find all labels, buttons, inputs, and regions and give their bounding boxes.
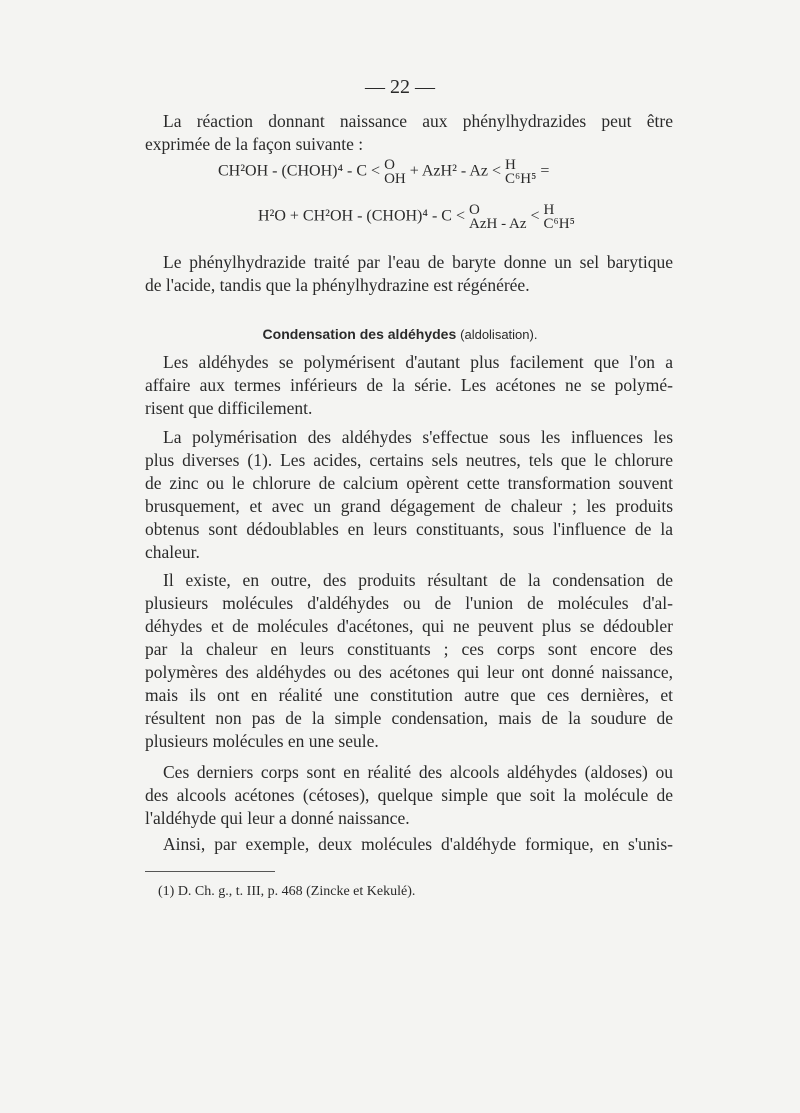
paragraph-5 — [145, 761, 673, 830]
formula-branch-bottom: AzH - Az — [469, 216, 527, 232]
text-line: déhydes et de molécules d'acétones, qui ne peuvent plus se dédoubler — [145, 616, 673, 636]
formula-part: + AzH² - Az — [409, 162, 488, 180]
intro-paragraph — [145, 110, 673, 156]
text-line: l'aldéhyde qui leur a donné naissance. — [145, 808, 410, 828]
formula-branch — [469, 203, 526, 231]
formula-part: H²O + CH²OH - (CHOH)⁴ - C — [258, 207, 452, 225]
text-line: polymères des aldéhydes ou des acétones qui leur ont donné naissance, — [145, 662, 673, 682]
paragraph-3 — [145, 426, 673, 564]
less-than-sign: < — [530, 207, 540, 225]
formula-branch-top: O — [384, 157, 395, 173]
text-line: brusquement, et avec un grand dégagement de chaleur ; les produits — [145, 496, 673, 516]
text-line: Ainsi, par exemple, deux molécules d'aldéhyde formique, en s'unis- — [163, 834, 673, 854]
less-than-sign: < — [455, 207, 465, 225]
text-line: résultent non pas de la simple condensation, mais de la soudure de — [145, 708, 673, 728]
formula-branch — [384, 158, 406, 186]
paragraph-6 — [145, 833, 673, 856]
formula-part: = — [540, 162, 550, 180]
text-line: Le phénylhydrazide traité par l'eau de baryte donne un sel barytique — [163, 252, 673, 272]
formula-branch-top: O — [469, 202, 480, 218]
formula-line-1 — [218, 158, 549, 186]
text-line: Ces derniers corps sont en réalité des alcools aldéhydes (aldoses) ou — [163, 762, 673, 782]
formula-branch-top: H — [505, 157, 516, 173]
page-number: — 22 — — [365, 76, 435, 98]
text-line: des alcools acétones (cétoses), quelque simple que soit la molécule de — [145, 785, 673, 805]
formula-branch — [505, 158, 536, 186]
heading-title: Condensation des aldéhydes — [262, 326, 457, 342]
text-line: La réaction donnant naissance aux phénylhydrazides peut être — [163, 111, 673, 131]
text-line: chaleur. — [145, 542, 200, 562]
formula-branch — [544, 203, 575, 231]
text-line: Les aldéhydes se polymérisent d'autant plus facilement que l'on a — [163, 352, 673, 372]
footnote: (1) D. Ch. g., t. III, p. 468 (Zincke et Kekulé). — [158, 884, 416, 899]
formula-branch-bottom: C⁶H⁵ — [543, 216, 575, 232]
heading-subtitle: (aldolisation). — [460, 327, 538, 342]
section-heading — [0, 326, 800, 342]
text-line: Il existe, en outre, des produits résultant de la condensation de — [163, 570, 673, 590]
less-than-sign: < — [491, 162, 502, 180]
formula-branch-bottom: C⁶H⁵ — [505, 171, 537, 187]
text-line: de l'acide, tandis que la phénylhydrazine est régénérée. — [145, 275, 530, 295]
text-line: mais ils ont en réalité une constitution autre que ces dernières, et — [145, 685, 673, 705]
text-line: risent que difficilement. — [145, 398, 313, 418]
text-line: obtenus sont dédoublables en leurs constituants, sous l'influence de la — [145, 519, 673, 539]
less-than-sign: < — [371, 162, 381, 180]
text-line: plusieurs molécules d'aldéhydes ou de l'union de molécules d'al- — [145, 593, 673, 613]
text-line: de zinc ou le chlorure de calcium opèrent cette transformation souvent — [145, 473, 673, 493]
formula-branch-bottom: OH — [384, 171, 406, 187]
formula-part: CH²OH - (CHOH)⁴ - C — [218, 162, 368, 180]
formula-branch-top: H — [543, 202, 555, 218]
text-line: affaire aux termes inférieurs de la série. Les acétones ne se polymé- — [145, 375, 673, 395]
paragraph-2 — [145, 351, 673, 420]
paragraph-4 — [145, 569, 673, 753]
formula-line-2 — [258, 203, 575, 231]
text-line: La polymérisation des aldéhydes s'effectue sous les influences les — [163, 427, 673, 447]
text-line: exprimée de la façon suivante : — [145, 134, 364, 154]
text-line: plus diverses (1). Les acides, certains sels neutres, tels que le chlorure — [145, 450, 673, 470]
text-line: plusieurs molécules en une seule. — [145, 731, 379, 751]
footnote-divider — [145, 871, 275, 872]
text-line: par la chaleur en leurs constituants ; ces corps sont encore des — [145, 639, 673, 659]
paragraph-1 — [145, 251, 673, 297]
